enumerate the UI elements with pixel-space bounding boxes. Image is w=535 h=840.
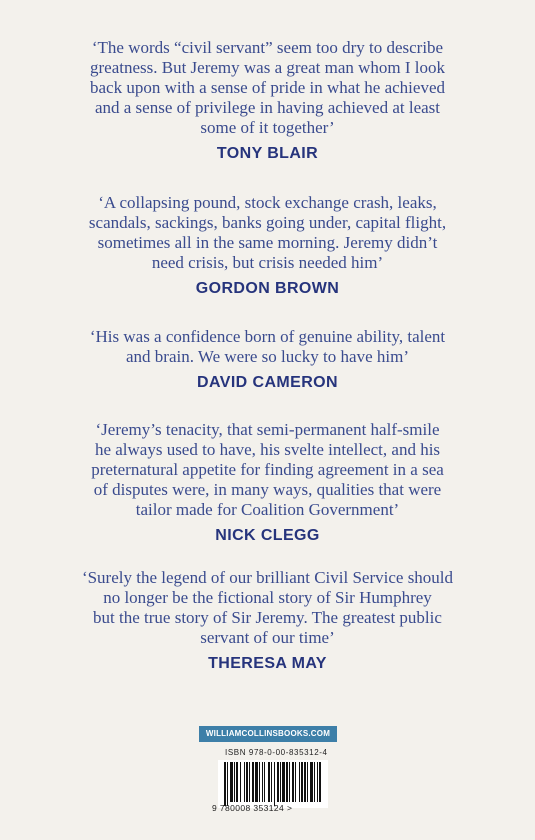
barcode (218, 760, 328, 808)
quote-line: scandals, sackings, banks going under, capital flight, (88, 213, 447, 232)
barcode-digits: 9 780008 353124 > (212, 803, 293, 813)
quote-line: ‘The words “civil servant” seem too dry to describe (91, 38, 444, 57)
quote-line: sometimes all in the same morning. Jeremy didn’t (97, 233, 438, 252)
quote-line: greatness. But Jeremy was a great man whom I look (89, 58, 446, 77)
quote-brown (60, 193, 475, 298)
quote-line: and a sense of privilege in having achieved at least (94, 98, 441, 117)
barcode-bars-icon (218, 760, 328, 806)
quote-line: ‘His was a confidence born of genuine ability, talent (89, 327, 446, 346)
quote-line: tailor made for Coalition Government’ (135, 500, 400, 519)
isbn-label: ISBN 978-0-00-835312-4 (225, 748, 328, 757)
quote-author: THERESA MAY (208, 655, 327, 672)
quote-line: need crisis, but crisis needed him’ (151, 253, 384, 272)
quote-line: servant of our time’ (200, 628, 335, 647)
quote-line: and brain. We were so lucky to have him’ (126, 347, 409, 366)
quote-author: DAVID CAMERON (197, 374, 338, 391)
quote-line: but the true story of Sir Jeremy. The greatest public (93, 608, 442, 627)
quote-line: back upon with a sense of pride in what he achieved (90, 78, 445, 97)
quote-cameron (60, 327, 475, 392)
quote-author: GORDON BROWN (195, 280, 340, 297)
quote-line: no longer be the fictional story of Sir Humphrey (103, 588, 432, 607)
quote-line: ‘A collapsing pound, stock exchange crash, leaks, (98, 193, 437, 212)
quote-blair (60, 38, 475, 163)
quote-line: ‘Jeremy’s tenacity, that semi-permanent half-smile (95, 420, 440, 439)
quote-line: some of it together’ (200, 118, 335, 137)
quote-line: ‘Surely the legend of our brilliant Civil Service should (81, 568, 454, 587)
quote-line: of disputes were, in many ways, qualities that were (93, 480, 442, 499)
quote-clegg (60, 420, 475, 545)
quote-line: preternatural appetite for finding agreement in a sea (91, 460, 444, 479)
quote-line: he always used to have, his svelte intellect, and his (94, 440, 441, 459)
quote-author: NICK CLEGG (215, 527, 320, 544)
quote-author: TONY BLAIR (216, 145, 319, 162)
quote-may (60, 568, 475, 673)
publisher-website-badge: WILLIAMCOLLINSBOOKS.COM (199, 726, 337, 742)
